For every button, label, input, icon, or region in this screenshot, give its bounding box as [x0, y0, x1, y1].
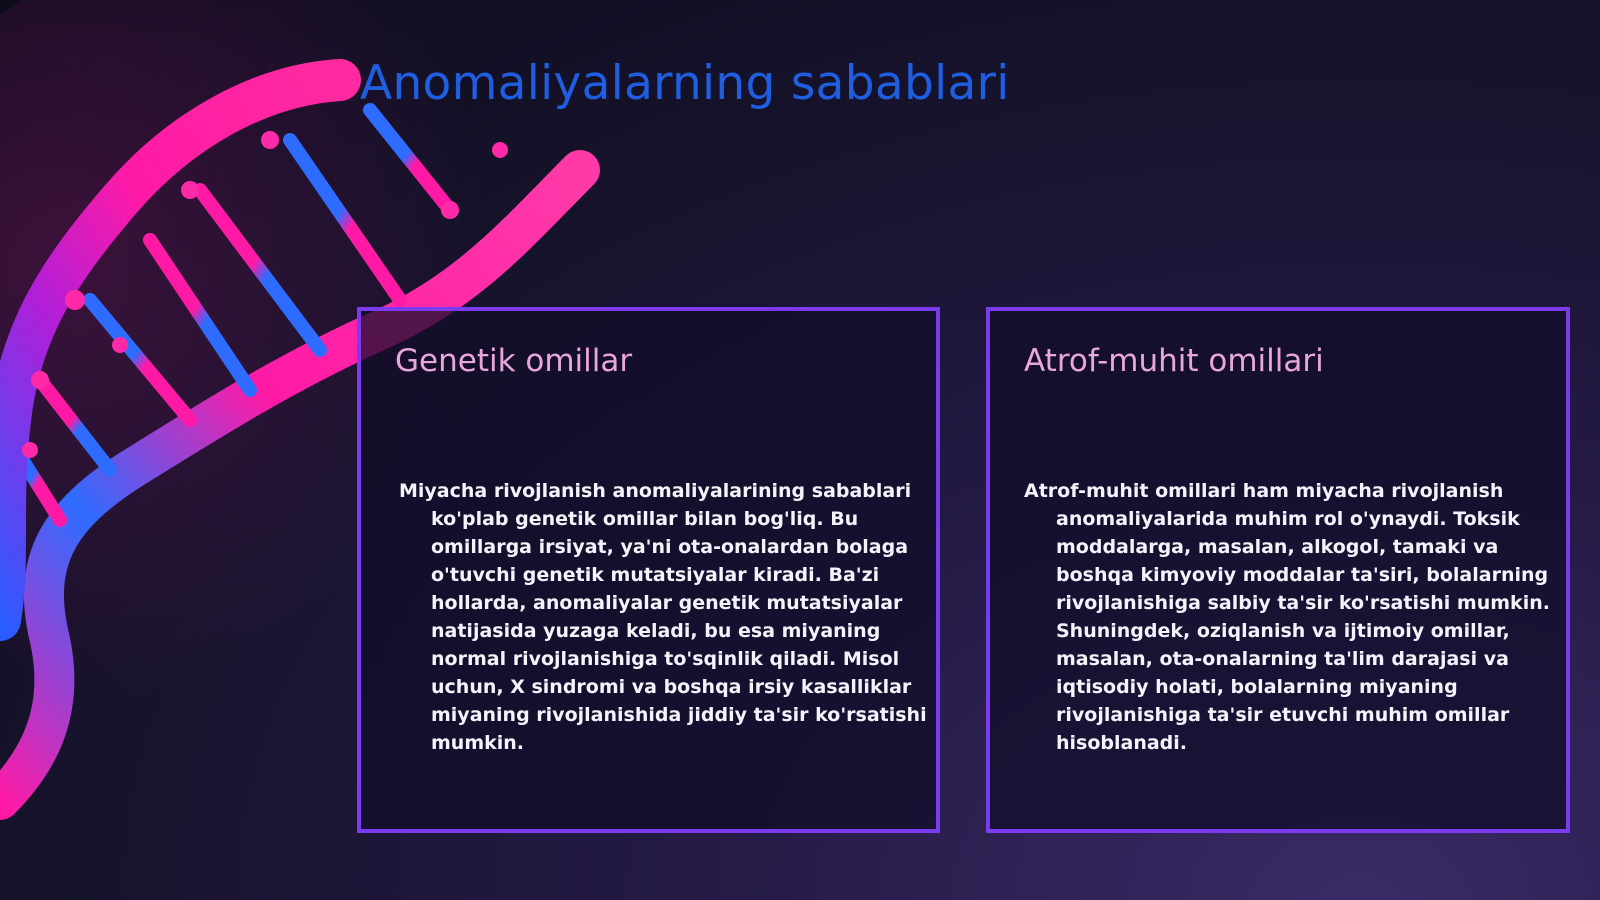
card-body-text: Atrof-muhit omillari ham miyacha rivojlanish anomaliyalarida muhim rol o'ynaydi. Toksik moddalarga, masalan, alkogol, tamaki va boshqa kimyoviy moddalar ta'siri, bolalarning rivojlanishiga salbiy ta'sir ko'rsatishi mumkin. Shuningdek, oziqlanish va ijtimoiy omillar, masalan, ota-onalarning ta'lim darajasi va iqtisodiy holati, bolalarning miyaning rivojlanishiga ta'sir etuvchi muhim omillar hisoblanadi.	[1024, 480, 1550, 754]
card-heading: Genetik omillar	[395, 343, 633, 379]
environmental-factors-card	[986, 307, 1570, 833]
card-heading: Atrof-muhit omillari	[1024, 343, 1324, 379]
slide-title: Anomaliyalarning sabablari	[360, 56, 1010, 111]
genetic-factors-card	[357, 307, 940, 833]
card-body-text: Miyacha rivojlanish anomaliyalarining sabablari ko'plab genetik omillar bilan bog'liq. Bu omillarga irsiyat, ya'ni ota-onalardan bolaga o'tuvchi genetik mutatsiyalar kiradi. Ba'zi hollarda, anomaliyalar genetik mutatsiyalar natijasida yuzaga keladi, bu esa miyaning normal rivojlanishiga to'sqinlik qiladi. Misol uchun, X sindromi va boshqa irsiy kasalliklar miyaning rivojlanishida jiddiy ta'sir ko'rsatishi mumkin.	[399, 480, 927, 754]
